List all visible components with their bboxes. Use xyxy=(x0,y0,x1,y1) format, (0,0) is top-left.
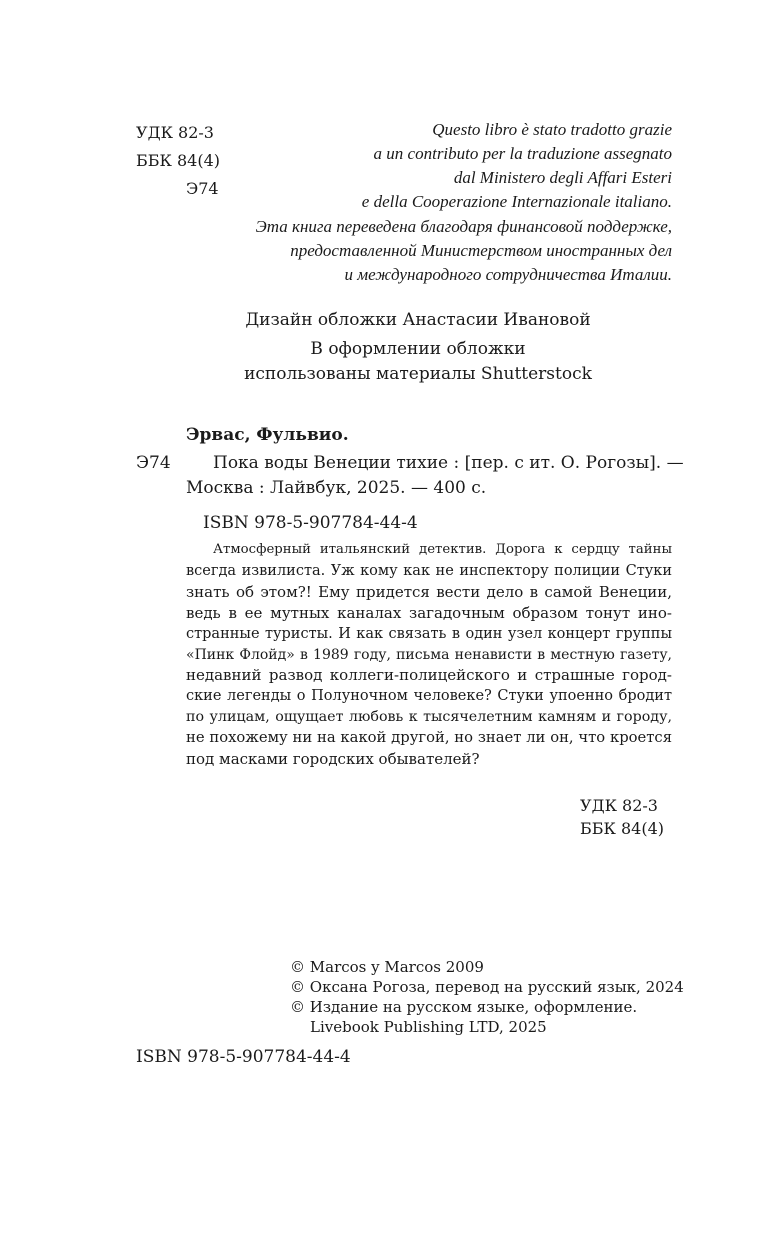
annotation-line: под масками городских обывателей? xyxy=(186,750,480,769)
annotation-line: не похожему ни на какой другой, но знает ли он, что кроется xyxy=(186,729,672,747)
copyright-line: © Издание на русском языке, оформление. xyxy=(290,998,638,1016)
italian-note xyxy=(362,118,672,214)
italian-note-line: a un contributo per la traduzione assegnato xyxy=(373,144,672,163)
annotation-line: ведь в ее мутных каналах загадочным образом тонут ино- xyxy=(186,603,672,622)
annotation-line: Атмосферный итальянский детектив. Дорога к сердцу тайны xyxy=(213,542,672,557)
catalog-mark: Э74 xyxy=(136,453,171,473)
copyright-block xyxy=(290,957,684,1037)
annotation xyxy=(186,540,672,770)
catalog-title-line1: Пока воды Венеции тихие : [пер. с ит. О. Рогозы]. — xyxy=(213,453,684,473)
annotation-line: по улицам, ощущает любовь к тысячелетним камням и городу, xyxy=(186,709,672,726)
russian-note-line: и международного сотрудничества Италии. xyxy=(344,265,672,284)
copyright-line: © Marcos y Marcos 2009 xyxy=(290,958,484,976)
isbn-bottom: ISBN 978-5-907784-44-4 xyxy=(136,1047,351,1067)
russian-note-line: Эта книга переведена благодаря финансовой поддержке, xyxy=(255,217,672,236)
russian-note-line: предоставленной Министерством иностранных дел xyxy=(290,241,672,260)
annotation-line: странные туристы. И как связать в один узел концерт группы xyxy=(186,625,672,642)
cover-materials-credit xyxy=(168,337,668,387)
annotation-line: недавний развод коллеги-полицейского и страшные город- xyxy=(186,666,672,685)
copyright-line: © Оксана Рогоза, перевод на русский язык, 2024 xyxy=(290,978,684,996)
italian-note-line: Questo libro è stato tradotto grazie xyxy=(432,120,672,139)
russian-note xyxy=(256,215,672,287)
annotation-line: всегда извилиста. Уж кому как не инспектору полиции Стуки xyxy=(186,562,672,579)
udk-code-bottom: УДК 82-3 xyxy=(580,796,658,815)
catalog-title-line2: Москва : Лайвбук, 2025. — 400 с. xyxy=(186,478,487,498)
bbk-code-top: ББК 84(4) xyxy=(136,151,221,170)
annotation-line: «Пинк Флойд» в 1989 году, письма ненависти в местную газету, xyxy=(186,646,672,663)
italian-note-line: e della Cooperazione Internazionale italiano. xyxy=(361,192,672,211)
bbk-code-bottom: ББК 84(4) xyxy=(580,819,665,838)
italian-note-line: dal Ministero degli Affari Esteri xyxy=(453,168,672,187)
udk-code-top: УДК 82-3 xyxy=(136,123,214,142)
cover-materials-line: В оформлении обложки xyxy=(310,339,526,359)
annotation-line: ские легенды о Полуночном человеке? Стуки упоенно бродит xyxy=(186,688,672,705)
author-heading: Эрвас, Фульвио. xyxy=(186,425,349,445)
cover-materials-line: использованы материалы Shutterstock xyxy=(244,364,592,384)
catalog-isbn: ISBN 978-5-907784-44-4 xyxy=(203,513,418,533)
annotation-line: знать об этом?! Ему придется вести дело в самой Венеции, xyxy=(186,582,672,601)
cover-design-credit: Дизайн обложки Анастасии Ивановой xyxy=(245,310,591,330)
copyright-line: Livebook Publishing LTD, 2025 xyxy=(310,1018,547,1036)
author-mark-top: Э74 xyxy=(186,179,219,198)
